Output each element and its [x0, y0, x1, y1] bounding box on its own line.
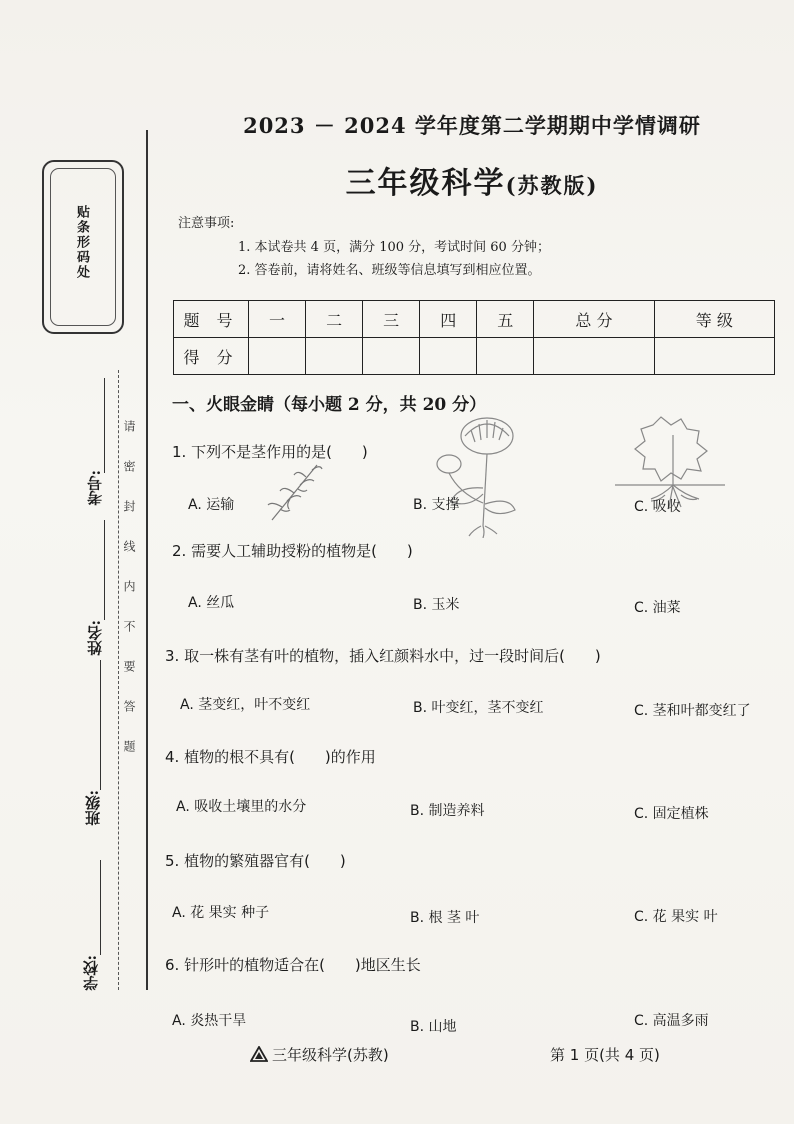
notes-title: 注意事项:: [178, 216, 235, 231]
exam-number-field[interactable]: [104, 378, 105, 473]
subject-name: 三年级科学: [345, 166, 506, 201]
seal-text: 请密封线内不要答题: [122, 420, 136, 780]
table-cell: 总 分: [534, 301, 654, 338]
note-item: 2. 答卷前，请将姓名、班级等信息填写到相应位置。: [238, 263, 541, 278]
q4-option-c[interactable]: C. 固定植株: [634, 806, 709, 822]
q1-option-a[interactable]: A. 运输: [188, 497, 235, 513]
triangle-logo-icon: [250, 1046, 268, 1062]
barcode-label: 贴条形码处: [74, 205, 89, 280]
section-title: 一、火眼金睛（每小题 2 分，共 20 分）: [172, 395, 487, 415]
subject-title: [150, 158, 794, 202]
school-label: 学校:: [82, 955, 100, 991]
twig-plant-image: [262, 455, 332, 525]
seal-line: [118, 370, 119, 990]
q5-option-a[interactable]: A. 花 果实 种子: [172, 905, 270, 921]
score-cell[interactable]: [534, 338, 654, 375]
binding-line: [146, 130, 148, 990]
q6-option-b[interactable]: B. 山地: [410, 1019, 457, 1035]
score-cell[interactable]: [477, 338, 534, 375]
score-cell[interactable]: [420, 338, 477, 375]
table-cell: 得 分: [174, 338, 249, 375]
q3-option-b[interactable]: B. 叶变红，茎不变红: [413, 700, 544, 716]
question-6: 6. 针形叶的植物适合在( )地区生长: [165, 956, 421, 974]
exam-title: 2023 － 2024 学年度第二学期期中学情调研: [243, 113, 701, 138]
score-table: [173, 300, 775, 375]
score-cell[interactable]: [306, 338, 363, 375]
score-table-score-row: [174, 338, 775, 375]
q5-option-c[interactable]: C. 花 果实 叶: [634, 909, 718, 925]
table-cell: 题 号: [174, 301, 249, 338]
q1-option-b[interactable]: B. 支撑: [413, 497, 460, 513]
school-field[interactable]: [100, 860, 101, 955]
q1-option-c[interactable]: C. 吸收: [634, 499, 681, 515]
question-1: 1. 下列不是茎作用的是( ): [172, 443, 368, 461]
table-cell: 五: [477, 301, 534, 338]
question-4: 4. 植物的根不具有( )的作用: [165, 748, 376, 766]
score-cell[interactable]: [654, 338, 774, 375]
q4-option-b[interactable]: B. 制造养料: [410, 803, 485, 819]
q2-option-b[interactable]: B. 玉米: [413, 597, 460, 613]
edition: (苏教版): [505, 173, 599, 198]
q6-option-c[interactable]: C. 高温多雨: [634, 1013, 709, 1029]
footer-page-number: 第 1 页(共 4 页): [550, 1046, 660, 1064]
q4-option-a[interactable]: A. 吸收土壤里的水分: [176, 799, 307, 815]
name-field[interactable]: [104, 520, 105, 620]
question-3: 3. 取一株有茎有叶的植物，插入红颜料水中，过一段时间后( ): [165, 647, 601, 665]
table-cell: 等 级: [654, 301, 774, 338]
note-item: 1. 本试卷共 4 页，满分 100 分，考试时间 60 分钟；: [238, 240, 550, 255]
score-table-header-row: [174, 301, 775, 338]
flower-plant-image: [425, 408, 535, 538]
class-label: 班级:: [84, 790, 102, 826]
class-field[interactable]: [100, 660, 101, 790]
q3-option-c[interactable]: C. 茎和叶都变红了: [634, 703, 751, 719]
name-label: 姓名:: [86, 620, 104, 656]
question-5: 5. 植物的繁殖器官有( ): [165, 852, 346, 870]
q3-option-a[interactable]: A. 茎变红，叶不变红: [180, 697, 311, 713]
table-cell: 二: [306, 301, 363, 338]
footer-subject: 三年级科学(苏教): [272, 1046, 389, 1064]
question-2: 2. 需要人工辅助授粉的植物是( ): [172, 542, 413, 560]
table-cell: 四: [420, 301, 477, 338]
table-cell: 一: [249, 301, 306, 338]
score-cell[interactable]: [249, 338, 306, 375]
q5-option-b[interactable]: B. 根 茎 叶: [410, 910, 480, 926]
q2-option-a[interactable]: A. 丝瓜: [188, 595, 235, 611]
score-cell[interactable]: [363, 338, 420, 375]
table-cell: 三: [363, 301, 420, 338]
q6-option-a[interactable]: A. 炎热干旱: [172, 1013, 247, 1029]
q2-option-c[interactable]: C. 油菜: [634, 600, 681, 616]
exam-number-label: 考号:: [86, 470, 104, 506]
